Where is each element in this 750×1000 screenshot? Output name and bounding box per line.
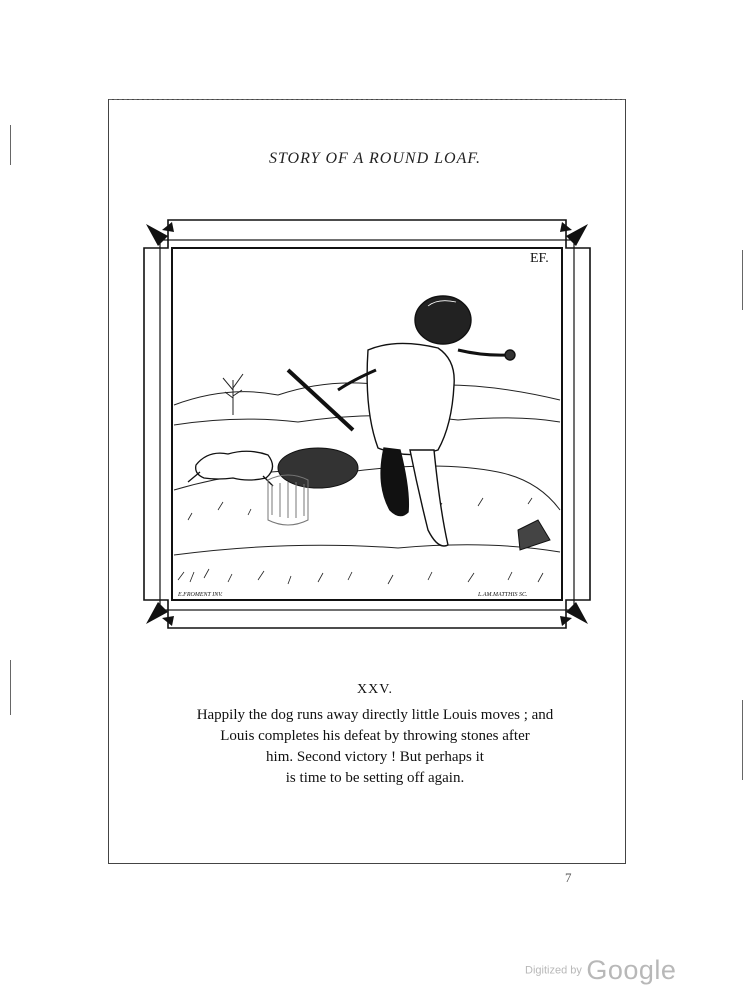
stump bbox=[518, 520, 550, 550]
designer-signature: E.FROMENT INV. bbox=[178, 592, 223, 598]
distant-tree bbox=[223, 374, 243, 415]
scan-edge-mark bbox=[742, 250, 743, 310]
engraver-signature: L.AM.MATTHIS SC. bbox=[478, 592, 528, 598]
running-dog bbox=[188, 451, 273, 486]
little-louis bbox=[288, 296, 515, 546]
watermark-prefix: Digitized by bbox=[525, 964, 582, 977]
digitized-by-watermark bbox=[525, 955, 676, 986]
engraving-illustration bbox=[138, 210, 596, 638]
boulder bbox=[278, 448, 358, 488]
ornamental-frame bbox=[144, 220, 590, 628]
page-number: 7 bbox=[565, 870, 572, 885]
google-logo-text: Google bbox=[586, 955, 677, 985]
plate-number: XXV. bbox=[356, 682, 394, 697]
story-title: STORY OF A ROUND LOAF. bbox=[268, 150, 482, 167]
caption-text bbox=[140, 705, 610, 789]
caption-line: Louis completes his defeat by throwing stones after bbox=[220, 728, 530, 744]
scan-edge-mark bbox=[742, 700, 743, 780]
caption-line: him. Second victory ! But perhaps it bbox=[266, 749, 484, 765]
grass-strokes bbox=[178, 498, 543, 584]
caption-line: Happily the dog runs away directly little Louis moves ; and bbox=[196, 707, 554, 723]
engraver-monogram: EF. bbox=[530, 251, 549, 266]
corner-ornaments bbox=[146, 222, 588, 626]
caption-line: is time to be setting off again. bbox=[285, 770, 465, 786]
